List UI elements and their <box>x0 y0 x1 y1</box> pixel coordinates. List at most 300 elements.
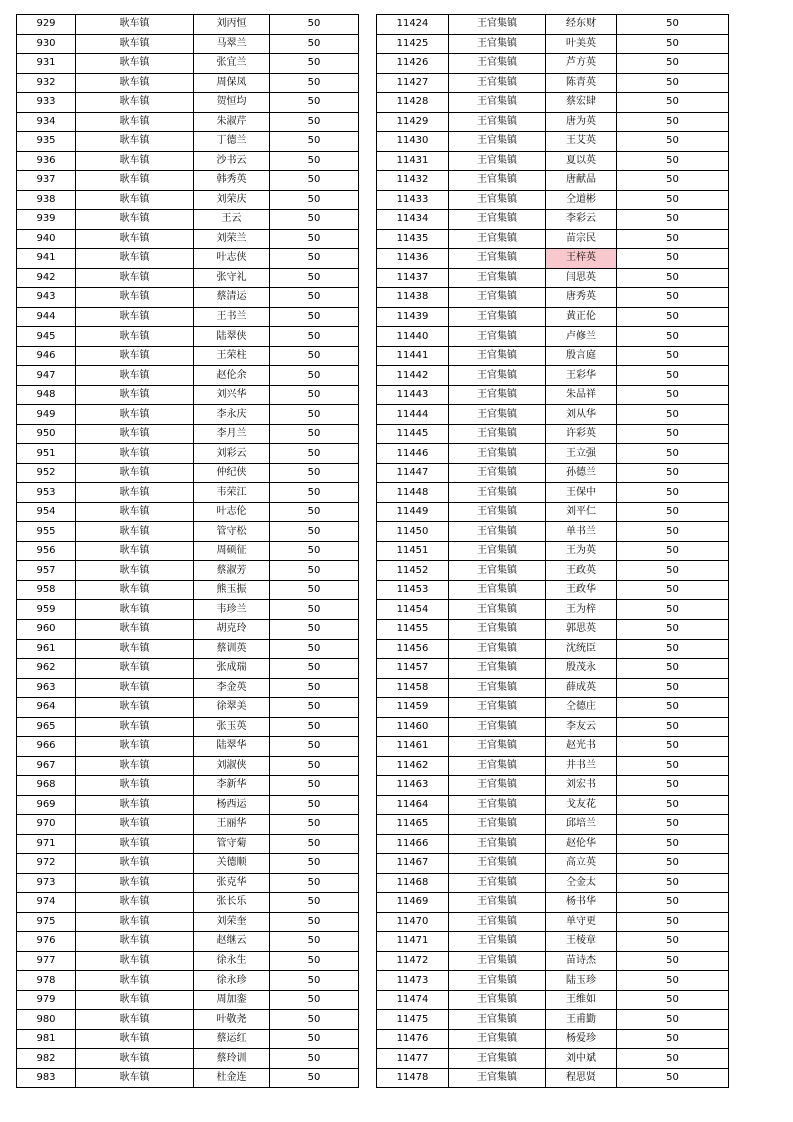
amount-cell: 50 <box>270 73 359 93</box>
id-cell: 11444 <box>377 405 449 425</box>
table-row <box>377 463 729 483</box>
id-cell: 958 <box>17 580 76 600</box>
name-cell: 蔡玲训 <box>194 1049 270 1069</box>
name-cell: 蔡宏肆 <box>546 93 617 113</box>
amount-cell: 50 <box>617 717 729 737</box>
id-cell: 11475 <box>377 1010 449 1030</box>
amount-cell: 50 <box>270 990 359 1010</box>
amount-cell: 50 <box>617 151 729 171</box>
town-cell: 耿车镇 <box>76 737 194 757</box>
name-cell: 陈青英 <box>546 73 617 93</box>
town-cell: 耿车镇 <box>76 268 194 288</box>
town-cell: 王官集镇 <box>449 366 546 386</box>
town-cell: 耿车镇 <box>76 249 194 269</box>
town-cell: 王官集镇 <box>449 951 546 971</box>
town-cell: 王官集镇 <box>449 483 546 503</box>
amount-cell: 50 <box>270 932 359 952</box>
table-row <box>17 893 359 913</box>
name-cell: 刘彩云 <box>194 444 270 464</box>
town-cell: 耿车镇 <box>76 912 194 932</box>
table-row <box>17 307 359 327</box>
table-row <box>17 210 359 230</box>
name-cell: 单守更 <box>546 912 617 932</box>
table-row <box>377 210 729 230</box>
town-cell: 王官集镇 <box>449 210 546 230</box>
amount-cell: 50 <box>617 659 729 679</box>
id-cell: 971 <box>17 834 76 854</box>
amount-cell: 50 <box>617 385 729 405</box>
amount-cell: 50 <box>617 678 729 698</box>
table-row <box>377 288 729 308</box>
table-row <box>377 307 729 327</box>
table-row <box>377 249 729 269</box>
town-cell: 王官集镇 <box>449 73 546 93</box>
id-cell: 11450 <box>377 522 449 542</box>
table-row <box>377 678 729 698</box>
name-cell: 仝德庄 <box>546 698 617 718</box>
id-cell: 11434 <box>377 210 449 230</box>
town-cell: 王官集镇 <box>449 424 546 444</box>
town-cell: 耿车镇 <box>76 795 194 815</box>
town-cell: 王官集镇 <box>449 619 546 639</box>
table-row <box>377 756 729 776</box>
table-row <box>17 93 359 113</box>
amount-cell: 50 <box>617 15 729 35</box>
table-row <box>377 698 729 718</box>
name-cell: 韦珍兰 <box>194 600 270 620</box>
amount-cell: 50 <box>270 717 359 737</box>
table-row <box>17 366 359 386</box>
name-cell: 戈友花 <box>546 795 617 815</box>
name-cell: 程思贤 <box>546 1068 617 1088</box>
amount-cell: 50 <box>617 834 729 854</box>
table-row <box>17 580 359 600</box>
table-row <box>17 171 359 191</box>
id-cell: 963 <box>17 678 76 698</box>
id-cell: 981 <box>17 1029 76 1049</box>
town-cell: 耿车镇 <box>76 971 194 991</box>
name-cell: 丁德兰 <box>194 132 270 152</box>
amount-cell: 50 <box>270 444 359 464</box>
table-row <box>17 405 359 425</box>
id-cell: 961 <box>17 639 76 659</box>
town-cell: 王官集镇 <box>449 385 546 405</box>
name-cell: 徐永生 <box>194 951 270 971</box>
id-cell: 11443 <box>377 385 449 405</box>
amount-cell: 50 <box>270 249 359 269</box>
id-cell: 934 <box>17 112 76 132</box>
name-cell: 王棱章 <box>546 932 617 952</box>
id-cell: 11442 <box>377 366 449 386</box>
table-row <box>17 951 359 971</box>
id-cell: 943 <box>17 288 76 308</box>
name-cell: 王梓英 <box>546 249 617 269</box>
id-cell: 11458 <box>377 678 449 698</box>
name-cell: 张守礼 <box>194 268 270 288</box>
amount-cell: 50 <box>617 190 729 210</box>
amount-cell: 50 <box>270 171 359 191</box>
amount-cell: 50 <box>617 737 729 757</box>
name-cell: 赵伦余 <box>194 366 270 386</box>
town-cell: 王官集镇 <box>449 698 546 718</box>
town-cell: 王官集镇 <box>449 854 546 874</box>
name-cell: 苗诗杰 <box>546 951 617 971</box>
amount-cell: 50 <box>617 405 729 425</box>
town-cell: 耿车镇 <box>76 385 194 405</box>
town-cell: 耿车镇 <box>76 307 194 327</box>
name-cell: 王政英 <box>546 561 617 581</box>
town-cell: 耿车镇 <box>76 112 194 132</box>
id-cell: 974 <box>17 893 76 913</box>
table-row <box>377 73 729 93</box>
town-cell: 耿车镇 <box>76 132 194 152</box>
id-cell: 11459 <box>377 698 449 718</box>
id-cell: 936 <box>17 151 76 171</box>
id-cell: 11449 <box>377 502 449 522</box>
id-cell: 11446 <box>377 444 449 464</box>
town-cell: 耿车镇 <box>76 34 194 54</box>
id-cell: 982 <box>17 1049 76 1069</box>
town-cell: 王官集镇 <box>449 132 546 152</box>
table-row <box>377 366 729 386</box>
table-row <box>17 15 359 35</box>
amount-cell: 50 <box>617 541 729 561</box>
id-cell: 931 <box>17 54 76 74</box>
id-cell: 948 <box>17 385 76 405</box>
amount-cell: 50 <box>270 288 359 308</box>
amount-cell: 50 <box>270 424 359 444</box>
id-cell: 959 <box>17 600 76 620</box>
town-cell: 耿车镇 <box>76 659 194 679</box>
amount-cell: 50 <box>270 639 359 659</box>
name-cell: 韩秀英 <box>194 171 270 191</box>
id-cell: 968 <box>17 776 76 796</box>
table-row <box>377 15 729 35</box>
name-cell: 胡克玲 <box>194 619 270 639</box>
table-row <box>17 971 359 991</box>
amount-cell: 50 <box>617 971 729 991</box>
name-cell: 刘荣奎 <box>194 912 270 932</box>
town-cell: 耿车镇 <box>76 444 194 464</box>
amount-cell: 50 <box>270 1010 359 1030</box>
town-cell: 王官集镇 <box>449 307 546 327</box>
id-cell: 11461 <box>377 737 449 757</box>
name-cell: 朱品祥 <box>546 385 617 405</box>
town-cell: 王官集镇 <box>449 405 546 425</box>
name-cell: 赵光书 <box>546 737 617 757</box>
name-cell: 贺恒均 <box>194 93 270 113</box>
id-cell: 11478 <box>377 1068 449 1088</box>
name-cell: 陆玉珍 <box>546 971 617 991</box>
town-cell: 耿车镇 <box>76 15 194 35</box>
table-row <box>377 1010 729 1030</box>
town-cell: 耿车镇 <box>76 776 194 796</box>
table-row <box>377 151 729 171</box>
town-cell: 耿车镇 <box>76 151 194 171</box>
name-cell: 韦荣江 <box>194 483 270 503</box>
table-row <box>377 522 729 542</box>
table-row <box>17 815 359 835</box>
name-cell: 王甫勤 <box>546 1010 617 1030</box>
id-cell: 11452 <box>377 561 449 581</box>
id-cell: 11477 <box>377 1049 449 1069</box>
name-cell: 张克华 <box>194 873 270 893</box>
town-cell: 王官集镇 <box>449 15 546 35</box>
name-cell: 经东财 <box>546 15 617 35</box>
town-cell: 耿车镇 <box>76 561 194 581</box>
amount-cell: 50 <box>617 854 729 874</box>
table-row <box>377 580 729 600</box>
amount-cell: 50 <box>617 698 729 718</box>
table-row <box>377 639 729 659</box>
id-cell: 11430 <box>377 132 449 152</box>
table-row <box>17 327 359 347</box>
amount-cell: 50 <box>270 737 359 757</box>
id-cell: 955 <box>17 522 76 542</box>
id-cell: 930 <box>17 34 76 54</box>
town-cell: 耿车镇 <box>76 463 194 483</box>
table-row <box>377 54 729 74</box>
id-cell: 956 <box>17 541 76 561</box>
name-cell: 张宜兰 <box>194 54 270 74</box>
table-row <box>17 346 359 366</box>
name-cell: 蔡清运 <box>194 288 270 308</box>
id-cell: 970 <box>17 815 76 835</box>
town-cell: 王官集镇 <box>449 1010 546 1030</box>
amount-cell: 50 <box>617 912 729 932</box>
id-cell: 11433 <box>377 190 449 210</box>
amount-cell: 50 <box>617 327 729 347</box>
name-cell: 仝道彬 <box>546 190 617 210</box>
town-cell: 王官集镇 <box>449 971 546 991</box>
name-cell: 沈统臣 <box>546 639 617 659</box>
town-cell: 耿车镇 <box>76 1068 194 1088</box>
id-cell: 11436 <box>377 249 449 269</box>
town-cell: 耿车镇 <box>76 541 194 561</box>
name-cell: 仲纪侠 <box>194 463 270 483</box>
town-cell: 王官集镇 <box>449 463 546 483</box>
town-cell: 耿车镇 <box>76 73 194 93</box>
id-cell: 11465 <box>377 815 449 835</box>
id-cell: 11454 <box>377 600 449 620</box>
amount-cell: 50 <box>617 112 729 132</box>
town-cell: 王官集镇 <box>449 600 546 620</box>
name-cell: 徐永珍 <box>194 971 270 991</box>
amount-cell: 50 <box>617 619 729 639</box>
table-row <box>17 502 359 522</box>
name-cell: 王艾英 <box>546 132 617 152</box>
id-cell: 11467 <box>377 854 449 874</box>
amount-cell: 50 <box>617 307 729 327</box>
table-row <box>17 639 359 659</box>
town-cell: 王官集镇 <box>449 678 546 698</box>
id-cell: 979 <box>17 990 76 1010</box>
town-cell: 耿车镇 <box>76 210 194 230</box>
amount-cell: 50 <box>270 795 359 815</box>
amount-cell: 50 <box>270 502 359 522</box>
amount-cell: 50 <box>270 1029 359 1049</box>
name-cell: 芦方英 <box>546 54 617 74</box>
name-cell: 王彩华 <box>546 366 617 386</box>
id-cell: 962 <box>17 659 76 679</box>
id-cell: 945 <box>17 327 76 347</box>
amount-cell: 50 <box>270 463 359 483</box>
amount-cell: 50 <box>617 1029 729 1049</box>
amount-cell: 50 <box>270 327 359 347</box>
id-cell: 11432 <box>377 171 449 191</box>
name-cell: 管守松 <box>194 522 270 542</box>
amount-cell: 50 <box>270 190 359 210</box>
name-cell: 薛成英 <box>546 678 617 698</box>
name-cell: 叶美英 <box>546 34 617 54</box>
name-cell: 刘从华 <box>546 405 617 425</box>
town-cell: 王官集镇 <box>449 249 546 269</box>
amount-cell: 50 <box>270 210 359 230</box>
name-cell: 张长乐 <box>194 893 270 913</box>
town-cell: 耿车镇 <box>76 405 194 425</box>
id-cell: 944 <box>17 307 76 327</box>
id-cell: 952 <box>17 463 76 483</box>
amount-cell: 50 <box>617 795 729 815</box>
id-cell: 977 <box>17 951 76 971</box>
name-cell: 陆翠华 <box>194 737 270 757</box>
name-cell: 李金英 <box>194 678 270 698</box>
town-cell: 王官集镇 <box>449 795 546 815</box>
id-cell: 978 <box>17 971 76 991</box>
amount-cell: 50 <box>270 873 359 893</box>
name-cell: 李彩云 <box>546 210 617 230</box>
id-cell: 954 <box>17 502 76 522</box>
amount-cell: 50 <box>270 912 359 932</box>
id-cell: 949 <box>17 405 76 425</box>
amount-cell: 50 <box>270 776 359 796</box>
table-row <box>377 229 729 249</box>
name-cell: 叶志侠 <box>194 249 270 269</box>
id-cell: 11440 <box>377 327 449 347</box>
town-cell: 王官集镇 <box>449 502 546 522</box>
id-cell: 940 <box>17 229 76 249</box>
amount-cell: 50 <box>270 541 359 561</box>
id-cell: 938 <box>17 190 76 210</box>
table-row <box>17 1068 359 1088</box>
name-cell: 朱淑芹 <box>194 112 270 132</box>
name-cell: 苗宗民 <box>546 229 617 249</box>
name-cell: 李月兰 <box>194 424 270 444</box>
id-cell: 967 <box>17 756 76 776</box>
table-row <box>377 424 729 444</box>
amount-cell: 50 <box>270 93 359 113</box>
town-cell: 王官集镇 <box>449 541 546 561</box>
town-cell: 耿车镇 <box>76 619 194 639</box>
town-cell: 王官集镇 <box>449 34 546 54</box>
table-row <box>17 737 359 757</box>
id-cell: 11471 <box>377 932 449 952</box>
table-row <box>377 405 729 425</box>
table-row <box>377 912 729 932</box>
name-cell: 王云 <box>194 210 270 230</box>
town-cell: 耿车镇 <box>76 190 194 210</box>
amount-cell: 50 <box>617 1068 729 1088</box>
name-cell: 许彩英 <box>546 424 617 444</box>
town-cell: 耿车镇 <box>76 854 194 874</box>
town-cell: 耿车镇 <box>76 522 194 542</box>
amount-cell: 50 <box>270 756 359 776</box>
name-cell: 蔡运红 <box>194 1029 270 1049</box>
table-row <box>377 737 729 757</box>
amount-cell: 50 <box>270 600 359 620</box>
table-row <box>377 1068 729 1088</box>
name-cell: 李新华 <box>194 776 270 796</box>
name-cell: 赵伦华 <box>546 834 617 854</box>
table-row <box>377 1029 729 1049</box>
town-cell: 王官集镇 <box>449 327 546 347</box>
amount-cell: 50 <box>617 873 729 893</box>
table-row <box>17 932 359 952</box>
name-cell: 马翠兰 <box>194 34 270 54</box>
amount-cell: 50 <box>617 776 729 796</box>
table-row <box>377 132 729 152</box>
town-cell: 王官集镇 <box>449 639 546 659</box>
name-cell: 王政华 <box>546 580 617 600</box>
amount-cell: 50 <box>617 73 729 93</box>
table-row <box>17 424 359 444</box>
town-cell: 耿车镇 <box>76 698 194 718</box>
table-row <box>17 717 359 737</box>
id-cell: 933 <box>17 93 76 113</box>
amount-cell: 50 <box>617 346 729 366</box>
id-cell: 11431 <box>377 151 449 171</box>
id-cell: 11439 <box>377 307 449 327</box>
amount-cell: 50 <box>617 171 729 191</box>
town-cell: 王官集镇 <box>449 580 546 600</box>
table-row <box>377 834 729 854</box>
name-cell: 周保凤 <box>194 73 270 93</box>
table-row <box>377 932 729 952</box>
id-cell: 939 <box>17 210 76 230</box>
id-cell: 11424 <box>377 15 449 35</box>
amount-cell: 50 <box>270 346 359 366</box>
town-cell: 耿车镇 <box>76 1010 194 1030</box>
name-cell: 刘淑侠 <box>194 756 270 776</box>
id-cell: 11437 <box>377 268 449 288</box>
table-row <box>17 34 359 54</box>
id-cell: 972 <box>17 854 76 874</box>
town-cell: 王官集镇 <box>449 659 546 679</box>
id-cell: 11429 <box>377 112 449 132</box>
amount-cell: 50 <box>617 93 729 113</box>
name-cell: 高立英 <box>546 854 617 874</box>
table-row <box>17 678 359 698</box>
id-cell: 983 <box>17 1068 76 1088</box>
amount-cell: 50 <box>270 405 359 425</box>
name-cell: 蔡训英 <box>194 639 270 659</box>
name-cell: 刘平仁 <box>546 502 617 522</box>
name-cell: 杜金连 <box>194 1068 270 1088</box>
amount-cell: 50 <box>617 932 729 952</box>
table-row <box>377 444 729 464</box>
town-cell: 耿车镇 <box>76 756 194 776</box>
table-row <box>377 854 729 874</box>
table-row <box>17 600 359 620</box>
amount-cell: 50 <box>270 268 359 288</box>
town-cell: 耿车镇 <box>76 483 194 503</box>
id-cell: 11472 <box>377 951 449 971</box>
table-row <box>377 346 729 366</box>
amount-cell: 50 <box>270 229 359 249</box>
name-cell: 徐翠美 <box>194 698 270 718</box>
id-cell: 11457 <box>377 659 449 679</box>
name-cell: 熊玉振 <box>194 580 270 600</box>
